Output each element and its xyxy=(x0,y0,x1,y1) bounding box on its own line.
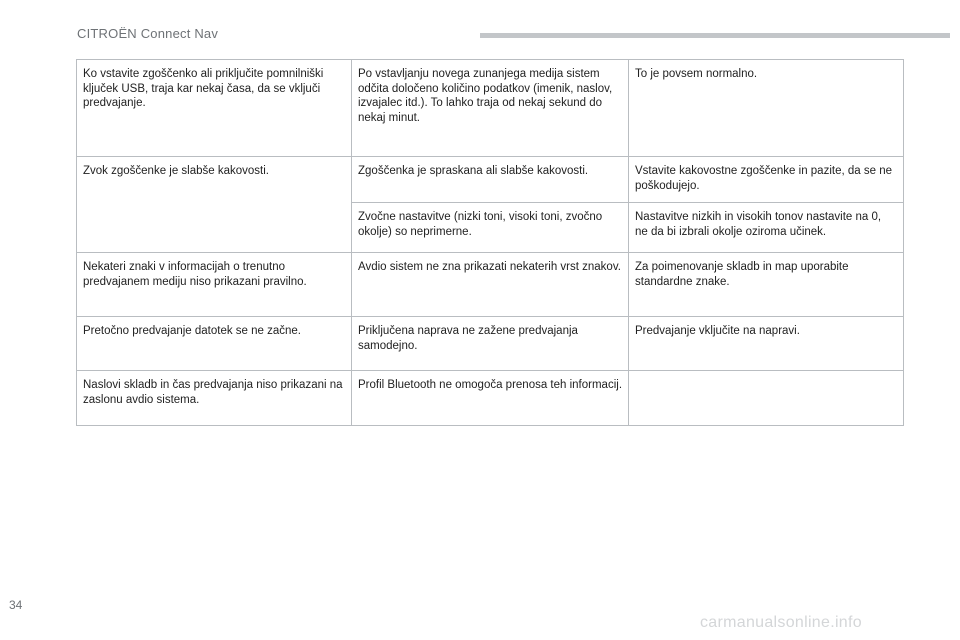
page-number: 34 xyxy=(9,598,23,612)
table-row xyxy=(77,60,904,157)
cause-cell: Po vstavljanju novega zunanjega medija sistem odčita določeno količino podatkov (imenik, naslov, izvajalec itd.). To lahko traja od nekaj sekund do nekaj minut. xyxy=(352,60,629,157)
cause-cell: Zgoščenka je spraskana ali slabše kakovosti. xyxy=(352,157,629,203)
table-row xyxy=(77,371,904,426)
solution-cell: Nastavitve nizkih in visokih tonov nastavite na 0, ne da bi izbrali okolje oziroma učinek. xyxy=(629,203,904,253)
problem-cell: Ko vstavite zgoščenko ali priključite pomnilniški ključek USB, traja kar nekaj časa, da se vključi predvajanje. xyxy=(77,60,352,157)
document-header-title: CITROËN Connect Nav xyxy=(77,26,219,41)
table-row xyxy=(77,253,904,317)
problem-cell: Naslovi skladb in čas predvajanja niso prikazani na zaslonu avdio sistema. xyxy=(77,371,352,426)
solution-cell: Vstavite kakovostne zgoščenke in pazite, da se ne poškodujejo. xyxy=(629,157,904,203)
watermark-text: carmanualsonline.info xyxy=(700,614,862,631)
solution-cell xyxy=(629,371,904,426)
solution-cell: Predvajanje vključite na napravi. xyxy=(629,317,904,371)
header-rule xyxy=(480,33,950,38)
problem-cell: Pretočno predvajanje datotek se ne začne. xyxy=(77,317,352,371)
solution-cell: Za poimenovanje skladb in map uporabite standardne znake. xyxy=(629,253,904,317)
cause-cell: Profil Bluetooth ne omogoča prenosa teh informacij. xyxy=(352,371,629,426)
troubleshooting-table xyxy=(76,59,904,426)
problem-cell: Zvok zgoščenke je slabše kakovosti. xyxy=(77,157,352,253)
table-row xyxy=(77,317,904,371)
cause-cell: Zvočne nastavitve (nizki toni, visoki toni, zvočno okolje) so neprimerne. xyxy=(352,203,629,253)
cause-cell: Priključena naprava ne zažene predvajanja samodejno. xyxy=(352,317,629,371)
solution-cell: To je povsem normalno. xyxy=(629,60,904,157)
problem-cell: Nekateri znaki v informacijah o trenutno predvajanem mediju niso prikazani pravilno. xyxy=(77,253,352,317)
table-row xyxy=(77,157,904,203)
cause-cell: Avdio sistem ne zna prikazati nekaterih vrst znakov. xyxy=(352,253,629,317)
